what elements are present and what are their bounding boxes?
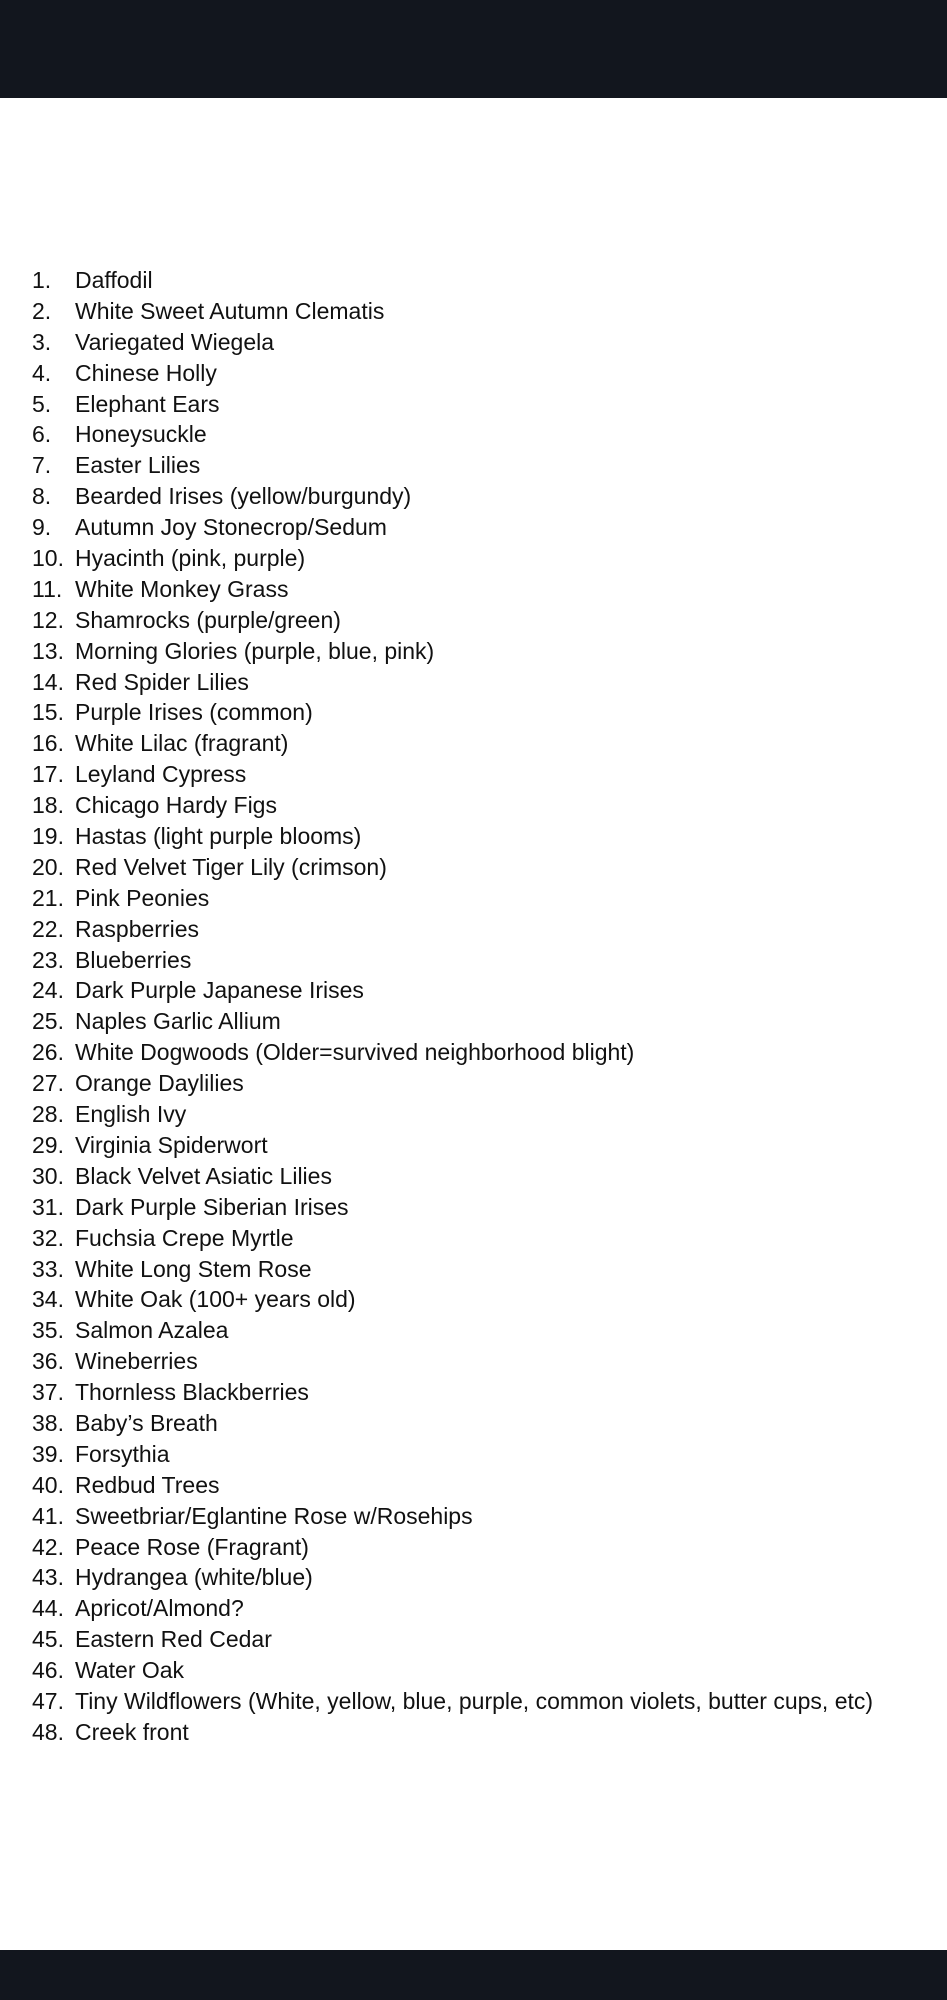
list-item-text: Leyland Cypress bbox=[75, 761, 247, 788]
list-item-number: 16. bbox=[32, 730, 64, 757]
list-item bbox=[0, 1161, 947, 1192]
list-item bbox=[0, 914, 947, 945]
list-item-text: Dark Purple Japanese Irises bbox=[75, 977, 364, 1004]
list-item-number: 18. bbox=[32, 792, 64, 819]
list-item-number: 39. bbox=[32, 1440, 64, 1467]
list-item-number: 38. bbox=[32, 1409, 64, 1436]
list-item bbox=[0, 1006, 947, 1037]
list-item-number: 10. bbox=[32, 545, 64, 572]
list-item bbox=[0, 636, 947, 667]
list-item bbox=[0, 358, 947, 389]
list-item bbox=[0, 1099, 947, 1130]
list-item bbox=[0, 1408, 947, 1439]
list-item-text: Virginia Spiderwort bbox=[75, 1131, 268, 1158]
list-item-number: 7. bbox=[32, 452, 52, 479]
list-item-text: Honeysuckle bbox=[75, 421, 207, 448]
document-page bbox=[0, 98, 947, 1950]
list-item bbox=[0, 389, 947, 420]
list-item-number: 23. bbox=[32, 946, 64, 973]
list-item bbox=[0, 1624, 947, 1655]
list-item-text: Purple Irises (common) bbox=[75, 699, 313, 726]
list-item-number: 28. bbox=[32, 1101, 64, 1128]
list-item-text: Black Velvet Asiatic Lilies bbox=[75, 1162, 332, 1189]
list-item-text: Morning Glories (purple, blue, pink) bbox=[75, 637, 435, 664]
list-item bbox=[0, 883, 947, 914]
list-item-number: 21. bbox=[32, 884, 64, 911]
list-item-number: 8. bbox=[32, 483, 52, 510]
list-item-text: Sweetbriar/Eglantine Rose w/Rosehips bbox=[75, 1502, 473, 1529]
list-item-text: Chicago Hardy Figs bbox=[75, 792, 277, 819]
list-item bbox=[0, 728, 947, 759]
list-item-text: Baby’s Breath bbox=[75, 1409, 218, 1436]
list-item bbox=[0, 512, 947, 543]
list-item-text: White Oak (100+ years old) bbox=[75, 1286, 356, 1313]
list-item-text: Fuchsia Crepe Myrtle bbox=[75, 1224, 294, 1251]
list-item bbox=[0, 481, 947, 512]
list-item bbox=[0, 1655, 947, 1686]
list-item-text: Red Velvet Tiger Lily (crimson) bbox=[75, 853, 387, 880]
list-item-number: 2. bbox=[32, 297, 52, 324]
list-item-number: 31. bbox=[32, 1193, 64, 1220]
bottom-bar bbox=[0, 1950, 947, 2000]
list-item-text: Shamrocks (purple/green) bbox=[75, 606, 341, 633]
list-item-number: 20. bbox=[32, 853, 64, 880]
list-item bbox=[0, 975, 947, 1006]
list-item bbox=[0, 1037, 947, 1068]
list-item-text: Dark Purple Siberian Irises bbox=[75, 1193, 349, 1220]
list-item-number: 25. bbox=[32, 1008, 64, 1035]
list-item bbox=[0, 450, 947, 481]
list-item bbox=[0, 419, 947, 450]
list-item-text: White Dogwoods (Older=survived neighborhood blight) bbox=[75, 1039, 635, 1066]
list-item-number: 44. bbox=[32, 1595, 64, 1622]
list-item-text: White Sweet Autumn Clematis bbox=[75, 297, 385, 324]
list-item-text: Water Oak bbox=[75, 1657, 185, 1684]
list-item-number: 19. bbox=[32, 823, 64, 850]
list-item-number: 14. bbox=[32, 668, 64, 695]
list-item-text: Blueberries bbox=[75, 946, 192, 973]
list-item-text: Red Spider Lilies bbox=[75, 668, 249, 695]
list-item-number: 11. bbox=[32, 575, 63, 602]
list-item bbox=[0, 265, 947, 296]
list-item-number: 6. bbox=[32, 421, 52, 448]
list-item-number: 1. bbox=[32, 267, 52, 293]
list-item-text: Naples Garlic Allium bbox=[75, 1008, 281, 1035]
list-item bbox=[0, 697, 947, 728]
list-item-text: Easter Lilies bbox=[75, 452, 201, 479]
list-item-number: 32. bbox=[32, 1224, 64, 1251]
list-item-number: 26. bbox=[32, 1039, 64, 1066]
list-item bbox=[0, 327, 947, 358]
list-item bbox=[0, 574, 947, 605]
list-item-text: Peace Rose (Fragrant) bbox=[75, 1533, 309, 1560]
list-item-text: Eastern Red Cedar bbox=[75, 1626, 272, 1653]
list-item bbox=[0, 821, 947, 852]
list-item-text: Hastas (light purple blooms) bbox=[75, 823, 362, 850]
list-item bbox=[0, 1192, 947, 1223]
list-item-number: 12. bbox=[32, 606, 64, 633]
list-item-text: Chinese Holly bbox=[75, 359, 217, 386]
list-item bbox=[0, 296, 947, 327]
list-item-number: 41. bbox=[32, 1502, 64, 1529]
list-item-number: 47. bbox=[32, 1687, 64, 1714]
list-item-text: Daffodil bbox=[75, 267, 153, 293]
list-item bbox=[0, 1439, 947, 1470]
list-item-number: 3. bbox=[32, 328, 52, 355]
list-item-text: Salmon Azalea bbox=[75, 1317, 229, 1344]
list-item-text: Thornless Blackberries bbox=[75, 1379, 309, 1406]
list-item-number: 24. bbox=[32, 977, 64, 1004]
list-item-text: White Lilac (fragrant) bbox=[75, 730, 289, 757]
list-item-number: 27. bbox=[32, 1070, 64, 1097]
list-item-number: 45. bbox=[32, 1626, 64, 1653]
top-bar bbox=[0, 0, 947, 98]
list-item bbox=[0, 1130, 947, 1161]
list-item-text: Hydrangea (white/blue) bbox=[75, 1564, 313, 1591]
list-item-text: Redbud Trees bbox=[75, 1471, 220, 1498]
list-item bbox=[0, 1346, 947, 1377]
list-item bbox=[0, 759, 947, 790]
list-item-number: 34. bbox=[32, 1286, 64, 1313]
list-item-number: 17. bbox=[32, 761, 64, 788]
list-item-number: 5. bbox=[32, 390, 52, 417]
list-item bbox=[0, 1254, 947, 1285]
list-item-number: 4. bbox=[32, 359, 52, 386]
list-item bbox=[0, 852, 947, 883]
list-item bbox=[0, 1593, 947, 1624]
list-item-number: 40. bbox=[32, 1471, 64, 1498]
list-item-number: 35. bbox=[32, 1317, 64, 1344]
list-item-number: 48. bbox=[32, 1718, 64, 1745]
list-item-text: Tiny Wildflowers (White, yellow, blue, purple, common violets, butter cups, etc) bbox=[75, 1687, 874, 1714]
list-item bbox=[0, 790, 947, 821]
list-item-number: 22. bbox=[32, 915, 64, 942]
list-item-text: Apricot/Almond? bbox=[75, 1595, 244, 1622]
list-item-text: Elephant Ears bbox=[75, 390, 220, 417]
list-item bbox=[0, 1068, 947, 1099]
list-item-text: White Long Stem Rose bbox=[75, 1255, 312, 1282]
list-item bbox=[0, 945, 947, 976]
list-item-text: Orange Daylilies bbox=[75, 1070, 244, 1097]
list-item-number: 36. bbox=[32, 1348, 64, 1375]
list-item-number: 46. bbox=[32, 1657, 64, 1684]
list-item bbox=[0, 667, 947, 698]
list-item-number: 30. bbox=[32, 1162, 64, 1189]
list-item bbox=[0, 1532, 947, 1563]
list-item-text: Creek front bbox=[75, 1718, 189, 1745]
list-item-text: White Monkey Grass bbox=[75, 575, 289, 602]
list-item bbox=[0, 543, 947, 574]
list-item-number: 15. bbox=[32, 699, 64, 726]
list-item bbox=[0, 605, 947, 636]
list-item bbox=[0, 1377, 947, 1408]
list-item bbox=[0, 1562, 947, 1593]
list-item bbox=[0, 1686, 947, 1717]
list-item-text: Forsythia bbox=[75, 1440, 170, 1467]
list-item-number: 9. bbox=[32, 514, 52, 541]
plant-list bbox=[0, 265, 947, 1748]
list-item bbox=[0, 1470, 947, 1501]
list-item-number: 33. bbox=[32, 1255, 64, 1282]
list-item-text: Bearded Irises (yellow/burgundy) bbox=[75, 483, 412, 510]
list-item-number: 42. bbox=[32, 1533, 64, 1560]
list-item-number: 37. bbox=[32, 1379, 64, 1406]
list-item-number: 43. bbox=[32, 1564, 64, 1591]
list-item-text: Raspberries bbox=[75, 915, 199, 942]
list-item bbox=[0, 1223, 947, 1254]
list-item-text: Wineberries bbox=[75, 1348, 198, 1375]
list-item bbox=[0, 1284, 947, 1315]
list-item bbox=[0, 1315, 947, 1346]
list-item bbox=[0, 1717, 947, 1748]
list-item-number: 29. bbox=[32, 1131, 64, 1158]
list-item-text: Hyacinth (pink, purple) bbox=[75, 545, 306, 572]
list-item-text: Autumn Joy Stonecrop/Sedum bbox=[75, 514, 387, 541]
list-item-text: English Ivy bbox=[75, 1101, 187, 1128]
list-item bbox=[0, 1501, 947, 1532]
list-item-text: Variegated Wiegela bbox=[75, 328, 275, 355]
list-item-text: Pink Peonies bbox=[75, 884, 210, 911]
list-item-number: 13. bbox=[32, 637, 64, 664]
